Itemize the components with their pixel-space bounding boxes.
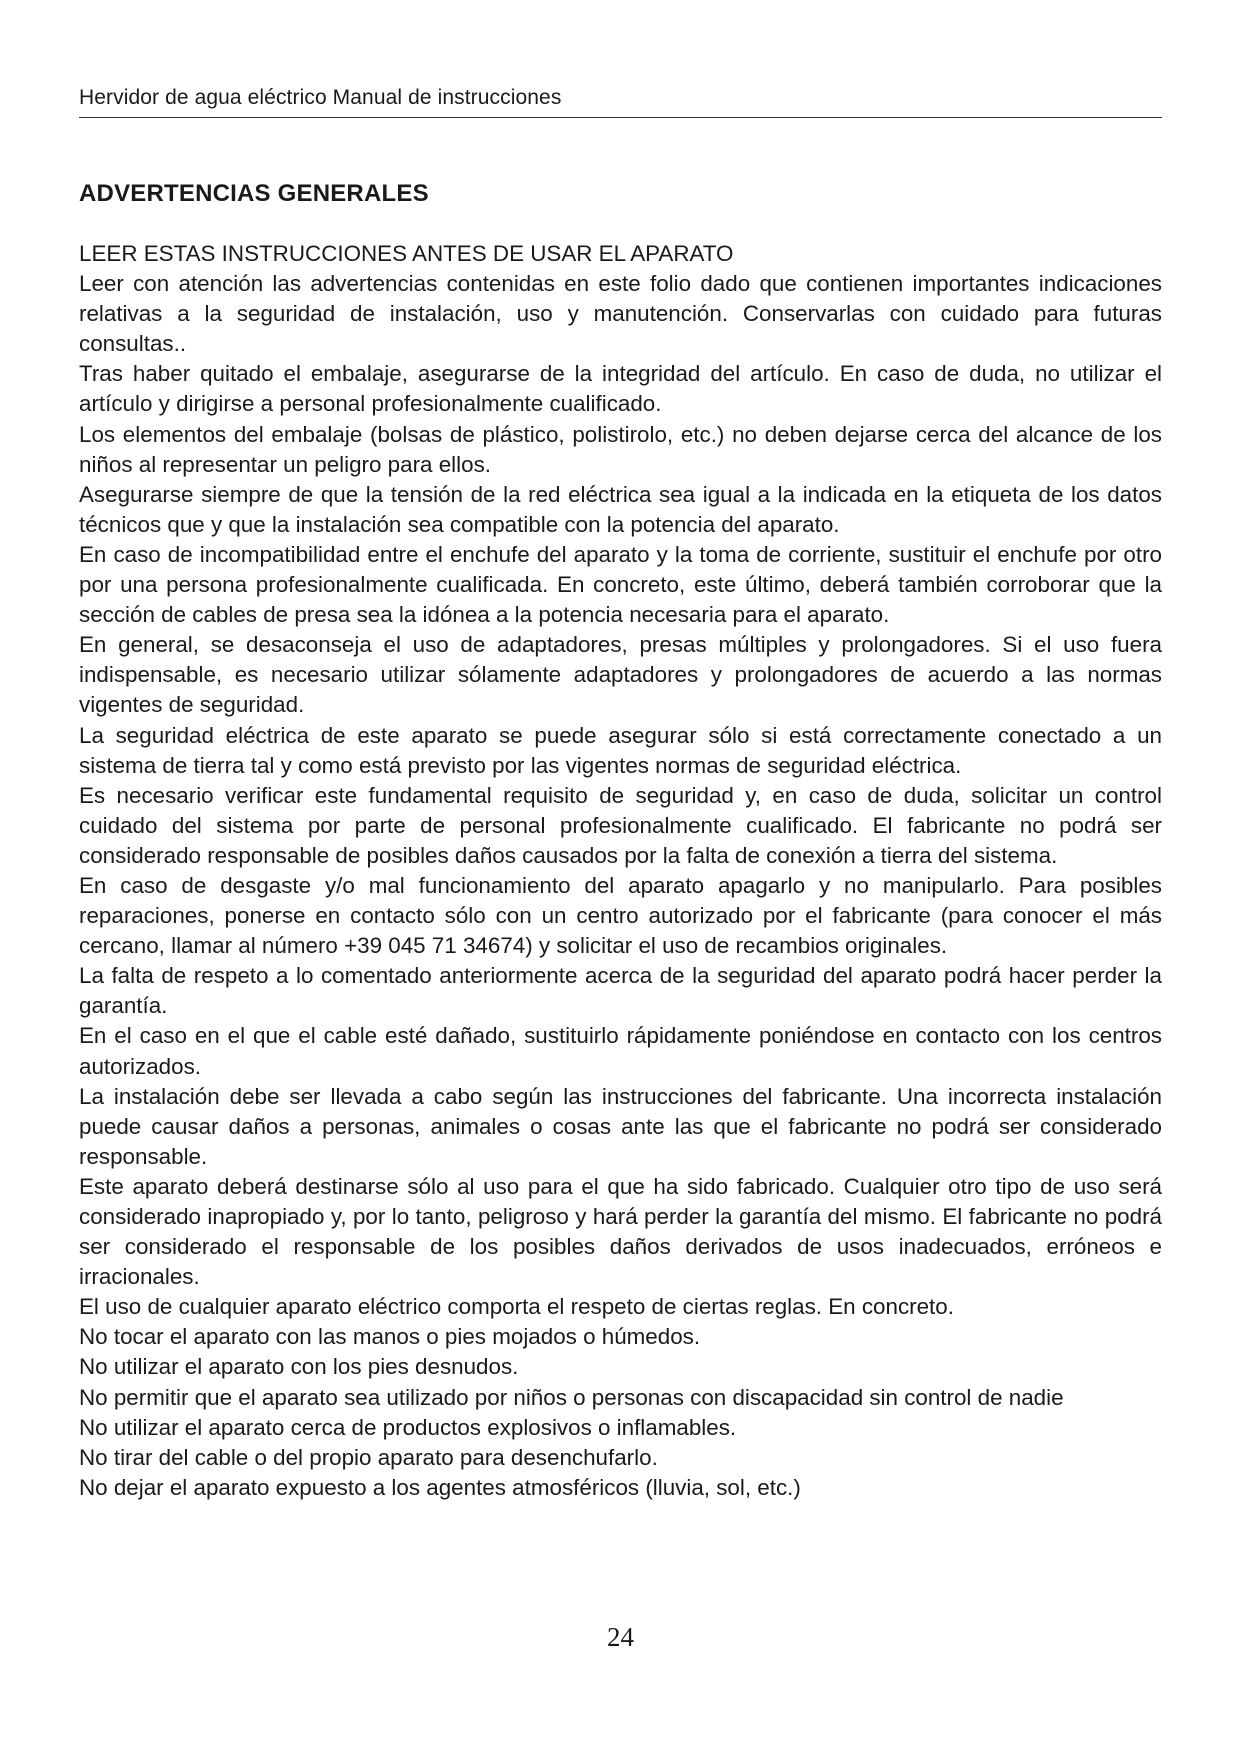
paragraph: En caso de incompatibilidad entre el enchufe del aparato y la toma de corriente, sustituir el enchufe por otro por una persona profesionalmente cualificada. En concreto, este último, deberá también corroborar que la sección de cables de presa sea la idónea a la potencia necesaria para el aparato. <box>79 541 1162 628</box>
paragraph: LEER ESTAS INSTRUCCIONES ANTES DE USAR EL APARATO <box>79 241 734 266</box>
paragraph: No utilizar el aparato con los pies desnudos. <box>79 1354 519 1380</box>
paragraph: Los elementos del embalaje (bolsas de plástico, polistirolo, etc.) no deben dejarse cerca del alcance de los niños al representar un peligro para ellos. <box>79 421 1162 477</box>
paragraph: No dejar el aparato expuesto a los agentes atmosféricos (lluvia, sol, etc.) <box>79 1474 801 1500</box>
paragraph: No tocar el aparato con las manos o pies mojados o húmedos. <box>79 1324 701 1350</box>
paragraph: Leer con atención las advertencias contenidas en este folio dado que contienen importantes indicaciones relativas a la seguridad de instalación, uso y manutención. Conservarlas con cuidado para futuras consultas.. <box>79 271 1162 357</box>
paragraph: Asegurarse siempre de que la tensión de la red eléctrica sea igual a la indicada en la etiqueta de los datos técnicos que y que la instalación sea compatible con la potencia del aparato. <box>79 481 1162 537</box>
paragraph: No utilizar el aparato cerca de productos explosivos o inflamables. <box>79 1414 737 1440</box>
warnings-body <box>79 239 1162 1503</box>
paragraph: La seguridad eléctrica de este aparato se puede asegurar sólo si está correctamente conectado a un sistema de tierra tal y como está previsto por las vigentes normas de seguridad eléctrica. <box>79 722 1162 778</box>
header-divider <box>79 117 1162 118</box>
paragraph: En el caso en el que el cable esté dañado, sustituirlo rápidamente poniéndose en contacto con los centros autorizados. <box>79 1023 1162 1079</box>
paragraph: Tras haber quitado el embalaje, asegurarse de la integridad del artículo. En caso de duda, no utilizar el artículo y dirigirse a personal profesionalmente cualificado. <box>79 361 1162 417</box>
paragraph: Este aparato deberá destinarse sólo al uso para el que ha sido fabricado. Cualquier otro tipo de uso será considerado inapropiado y, por lo tanto, peligroso y hará perder la garantía del mismo. El fabricante no podrá ser considerado el responsable de los posibles daños derivados de usos inadecuados, erróneos e irracionales. <box>79 1173 1162 1290</box>
running-header: Hervidor de agua eléctrico Manual de instrucciones <box>79 86 562 109</box>
section-title: ADVERTENCIAS GENERALES <box>79 180 429 207</box>
paragraph: No permitir que el aparato sea utilizado por niños o personas con discapacidad sin control de nadie <box>79 1384 1064 1410</box>
paragraph: La instalación debe ser llevada a cabo según las instrucciones del fabricante. Una incorrecta instalación puede causar daños a personas, animales o cosas ante las que el fabricante no podrá ser considerado responsable. <box>79 1083 1162 1169</box>
paragraph: En general, se desaconseja el uso de adaptadores, presas múltiples y prolongadores. Si el uso fuera indispensable, es necesario utilizar sólamente adaptadores y prolongadores de acuerdo a las normas vigentes de seguridad. <box>79 632 1162 718</box>
paragraph: No tirar del cable o del propio aparato para desenchufarlo. <box>79 1444 658 1470</box>
page-number: 24 <box>607 1622 634 1652</box>
paragraph: Es necesario verificar este fundamental requisito de seguridad y, en caso de duda, solicitar un control cuidado del sistema por parte de personal profesionalmente cualificado. El fabricante no podrá ser considerado responsable de posibles daños causados por la falta de conexión a tierra del sistema. <box>79 782 1162 868</box>
paragraph: La falta de respeto a lo comentado anteriormente acerca de la seguridad del aparato podrá hacer perder la garantía. <box>79 963 1162 1019</box>
paragraph: En caso de desgaste y/o mal funcionamiento del aparato apagarlo y no manipularlo. Para posibles reparaciones, ponerse en contacto sólo con un centro autorizado por el fabricante (para conocer el más cercano, llamar al número +39 045 71 34674) y solicitar el uso de recambios originales. <box>79 872 1162 959</box>
paragraph: El uso de cualquier aparato eléctrico comporta el respeto de ciertas reglas. En concreto. <box>79 1294 954 1320</box>
